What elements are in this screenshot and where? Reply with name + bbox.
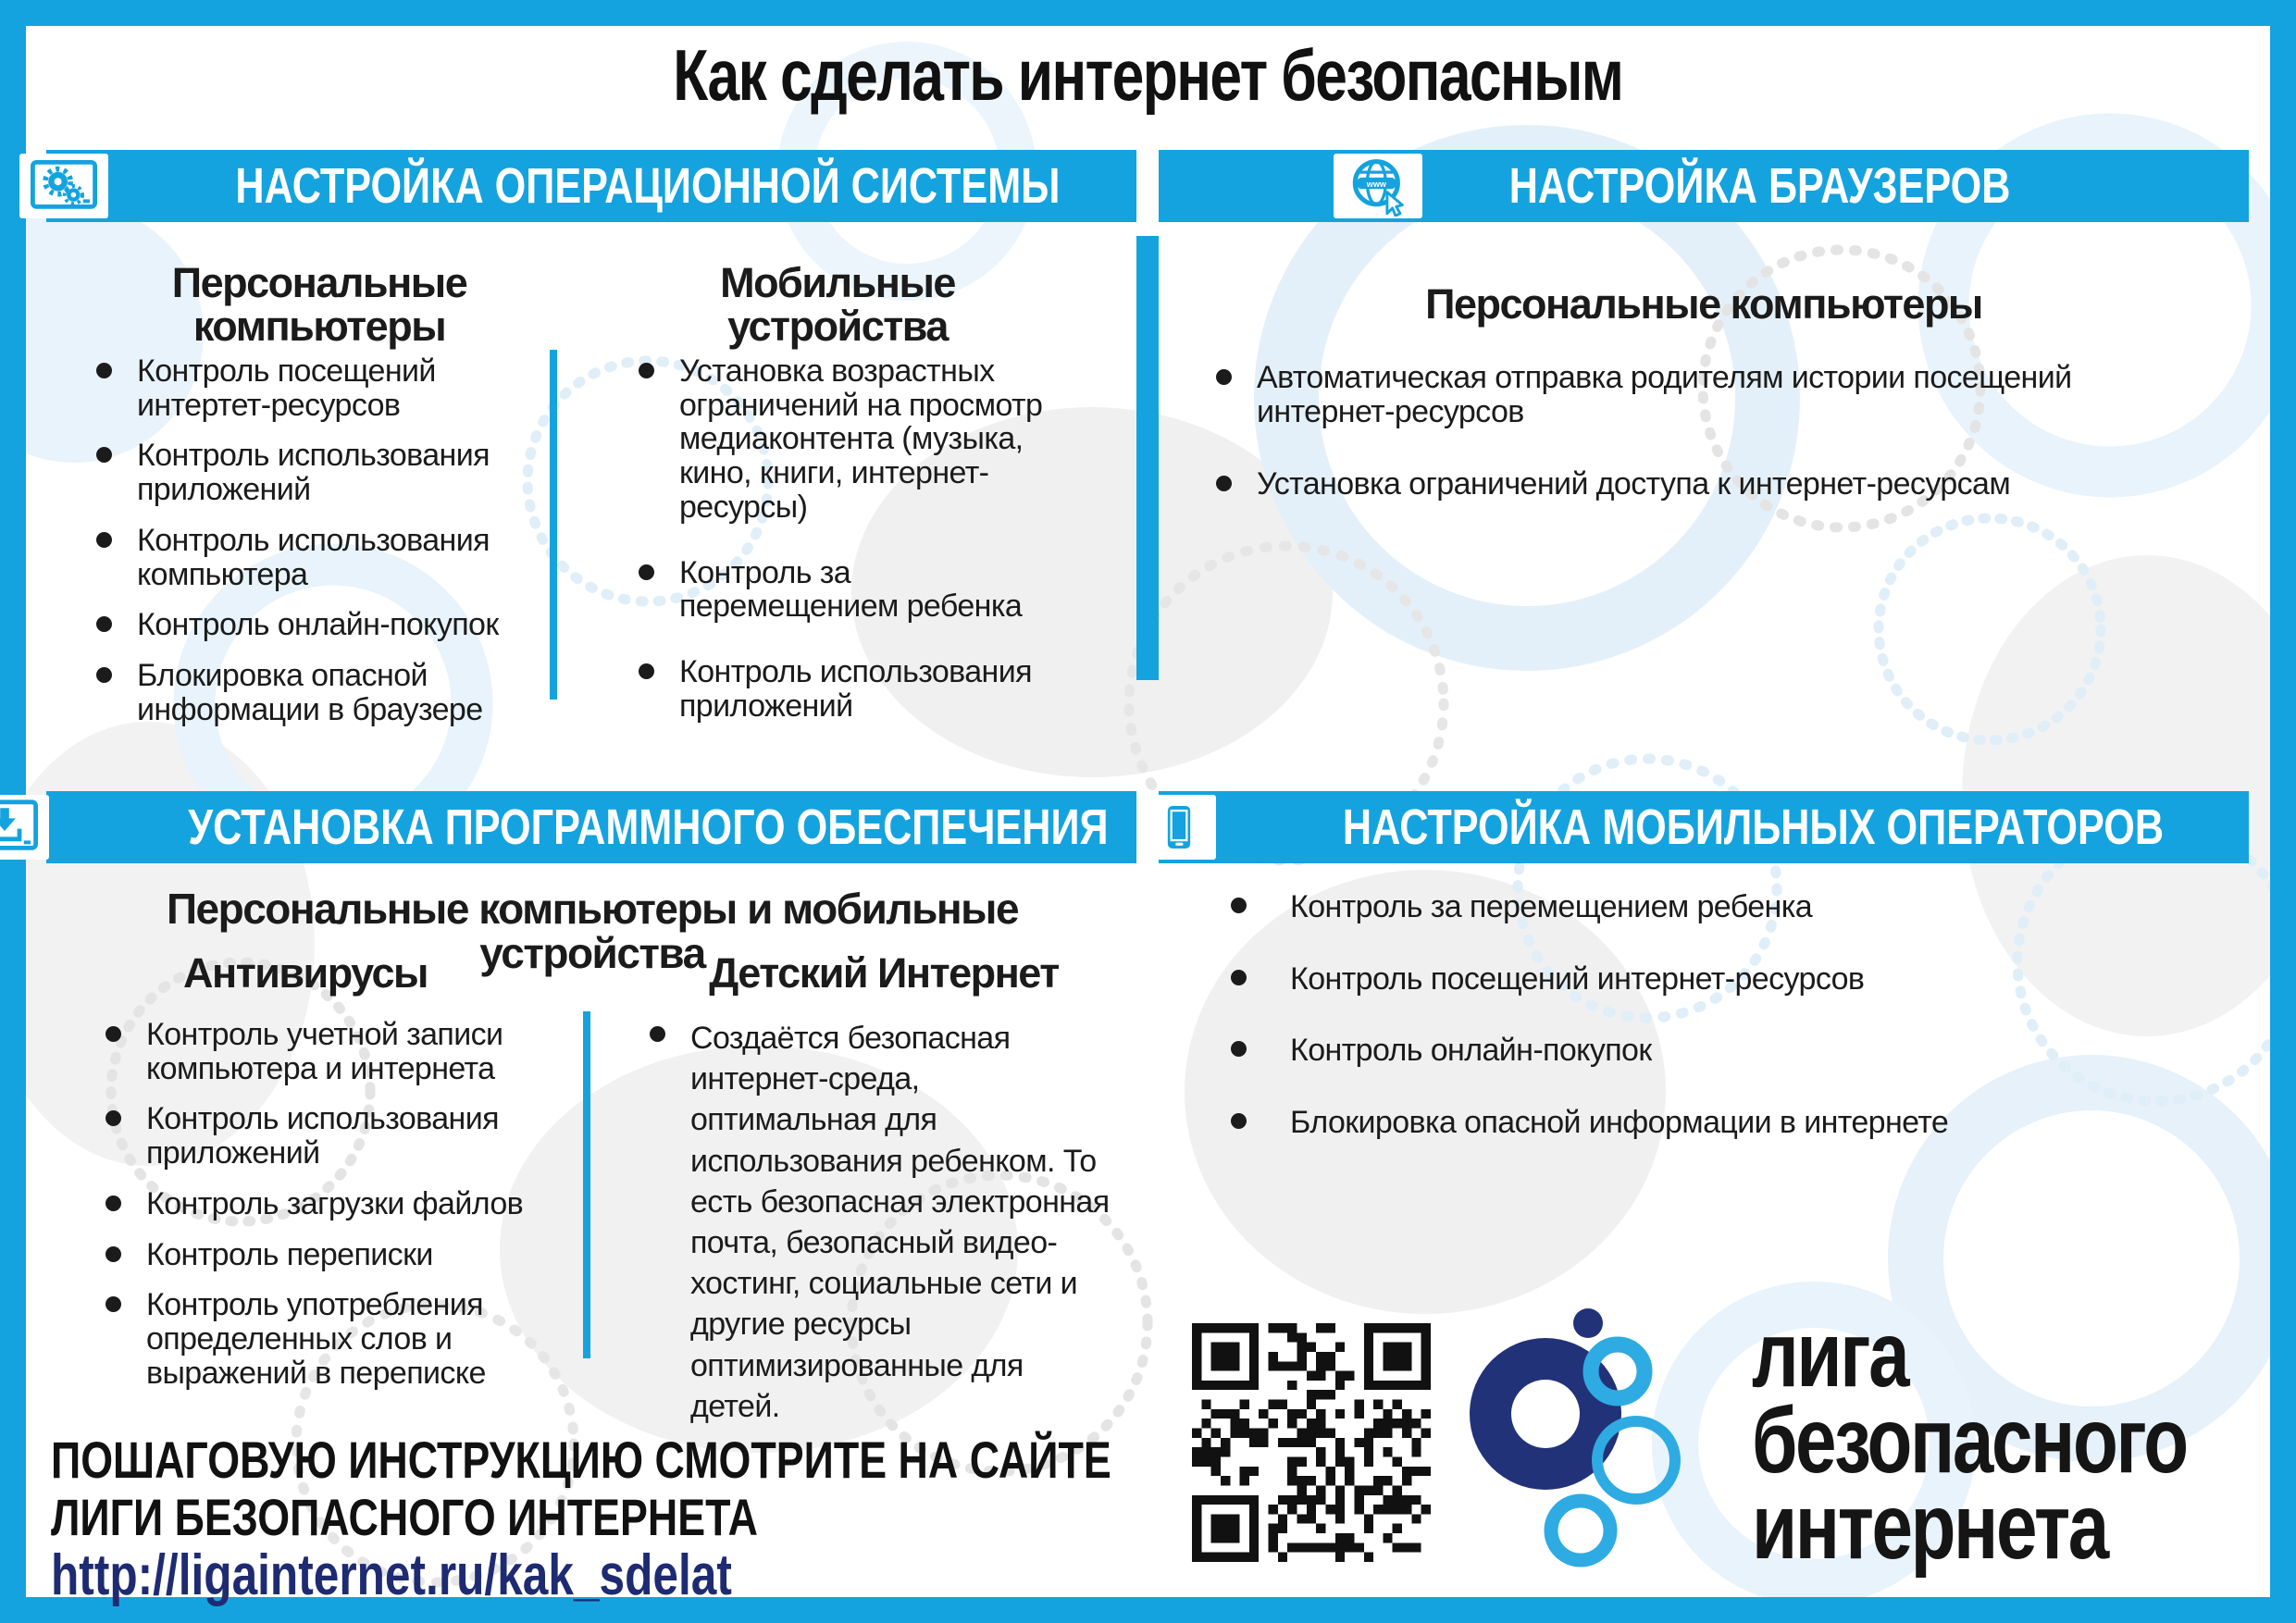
footer-note-line1-text: ПОШАГОВУЮ ИНСТРУКЦИЮ СМОТРИТЕ НА САЙТЕ bbox=[51, 1431, 1111, 1489]
liga-logo-line1: лига bbox=[1752, 1303, 1908, 1406]
list-item: Контроль учетной записи компьютера и интернета bbox=[104, 1018, 539, 1085]
column-heading-browsers-pc: Персональные компьютеры bbox=[1425, 280, 1982, 328]
list-item: Контроль использования компьютера bbox=[94, 524, 529, 591]
list-item: Контроль использования приложений bbox=[104, 1102, 539, 1170]
section-header-software bbox=[46, 791, 1136, 863]
antivirus-list bbox=[104, 1018, 539, 1406]
list-item: Контроль за перемещением ребенка bbox=[1223, 890, 2204, 924]
globe-cursor-icon bbox=[1334, 154, 1422, 218]
list-item: Контроль загрузки файлов bbox=[104, 1187, 539, 1221]
liga-logo-text bbox=[1752, 1303, 2295, 1579]
column-heading-antivirus: Антивирусы bbox=[183, 949, 428, 997]
list-item: Контроль использования приложений bbox=[94, 439, 529, 506]
globe-www-label: www bbox=[1367, 179, 1387, 189]
list-item: Блокировка опасной информации в интернете bbox=[1223, 1106, 2204, 1140]
list-item: Контроль переписки bbox=[104, 1238, 539, 1272]
list-item: Контроль посещений интернет-ресурсов bbox=[1223, 962, 2204, 997]
list-item: Установка ограничений доступа к интернет-ресурсам bbox=[1214, 467, 2121, 502]
footer-url-text: http://ligainternet.ru/kak_sdelat bbox=[51, 1543, 732, 1607]
column-divider bbox=[550, 350, 557, 700]
list-item: Контроль посещений интертет-ресурсов bbox=[94, 354, 529, 422]
list-item: Контроль онлайн-покупок bbox=[94, 608, 529, 642]
liga-logo-mark bbox=[1444, 1301, 1749, 1588]
list-item: Автоматическая отправка родителям истории посещений интернет-ресурсов bbox=[1214, 361, 2121, 428]
section-header-os bbox=[46, 150, 1136, 222]
column-heading-kids-internet: Детский Интернет bbox=[709, 949, 1059, 997]
column-heading-os-pc: Персональные компьютеры bbox=[171, 259, 467, 351]
column-heading-os-mobile: Мобильные устройства bbox=[720, 259, 955, 351]
section-header-browsers bbox=[1159, 150, 2249, 222]
page-title-text: Как сделать интернет безопасным bbox=[673, 34, 1623, 116]
section-divider bbox=[1136, 236, 1159, 680]
section-header-software-label: УСТАНОВКА ПРОГРАММНОГО ОБЕСПЕЧЕНИЯ bbox=[187, 799, 1109, 855]
list-item: Установка возрастных ограничений на просмотр медиаконтента (музыка, кино, книги, интернет-ресурсы) bbox=[637, 354, 1062, 525]
section-header-mobile-operators bbox=[1159, 791, 2249, 863]
list-item: Контроль онлайн-покупок bbox=[1223, 1034, 2204, 1068]
footer-note-line2 bbox=[51, 1488, 935, 1546]
qr-code bbox=[1192, 1323, 1431, 1562]
software-subtitle: Персональные компьютеры и мобильные устройства bbox=[166, 885, 1019, 978]
section-header-mobile-operators-label: НАСТРОЙКА МОБИЛЬНЫХ ОПЕРАТОРОВ bbox=[1342, 799, 2164, 855]
list-item: Контроль за перемещением ребенка bbox=[637, 556, 1062, 624]
footer-url-link[interactable] bbox=[51, 1543, 902, 1607]
kids-internet-list bbox=[648, 1018, 1111, 1443]
list-item: Создаётся безопасная интернет-среда, оптимальная для использования ребенком. То есть безопасная электронная почта, безопасный видео-хостинг, социальные сети и другие ресурсы оптимизированные для детей. bbox=[648, 1018, 1111, 1427]
list-item: Блокировка опасной информации в браузере bbox=[94, 659, 529, 726]
browsers-pc-list bbox=[1214, 361, 2121, 518]
footer-note-line1 bbox=[51, 1431, 1376, 1489]
section-header-os-label: НАСТРОЙКА ОПЕРАЦИОННОЙ СИСТЕМЫ bbox=[235, 158, 1061, 214]
list-item: Контроль использования приложений bbox=[637, 655, 1062, 723]
liga-logo-line3: интернета bbox=[1752, 1475, 2107, 1579]
monitor-gears-icon bbox=[19, 154, 108, 218]
footer-note-line2-text: ЛИГИ БЕЗОПАСНОГО ИНТЕРНЕТА bbox=[51, 1488, 758, 1546]
column-divider bbox=[583, 1011, 590, 1358]
os-mobile-list bbox=[637, 354, 1062, 739]
download-icon bbox=[0, 795, 49, 860]
list-item: Контроль употребления определенных слов и выражений в переписке bbox=[104, 1288, 539, 1390]
section-header-browsers-label: НАСТРОЙКА БРАУЗЕРОВ bbox=[1509, 158, 2011, 214]
liga-logo-line2: безопасного bbox=[1752, 1389, 2187, 1493]
os-pc-list bbox=[94, 354, 529, 743]
page-title bbox=[0, 33, 2296, 118]
mobile-operators-list bbox=[1223, 890, 2204, 1178]
smartphone-icon bbox=[1142, 795, 1216, 860]
